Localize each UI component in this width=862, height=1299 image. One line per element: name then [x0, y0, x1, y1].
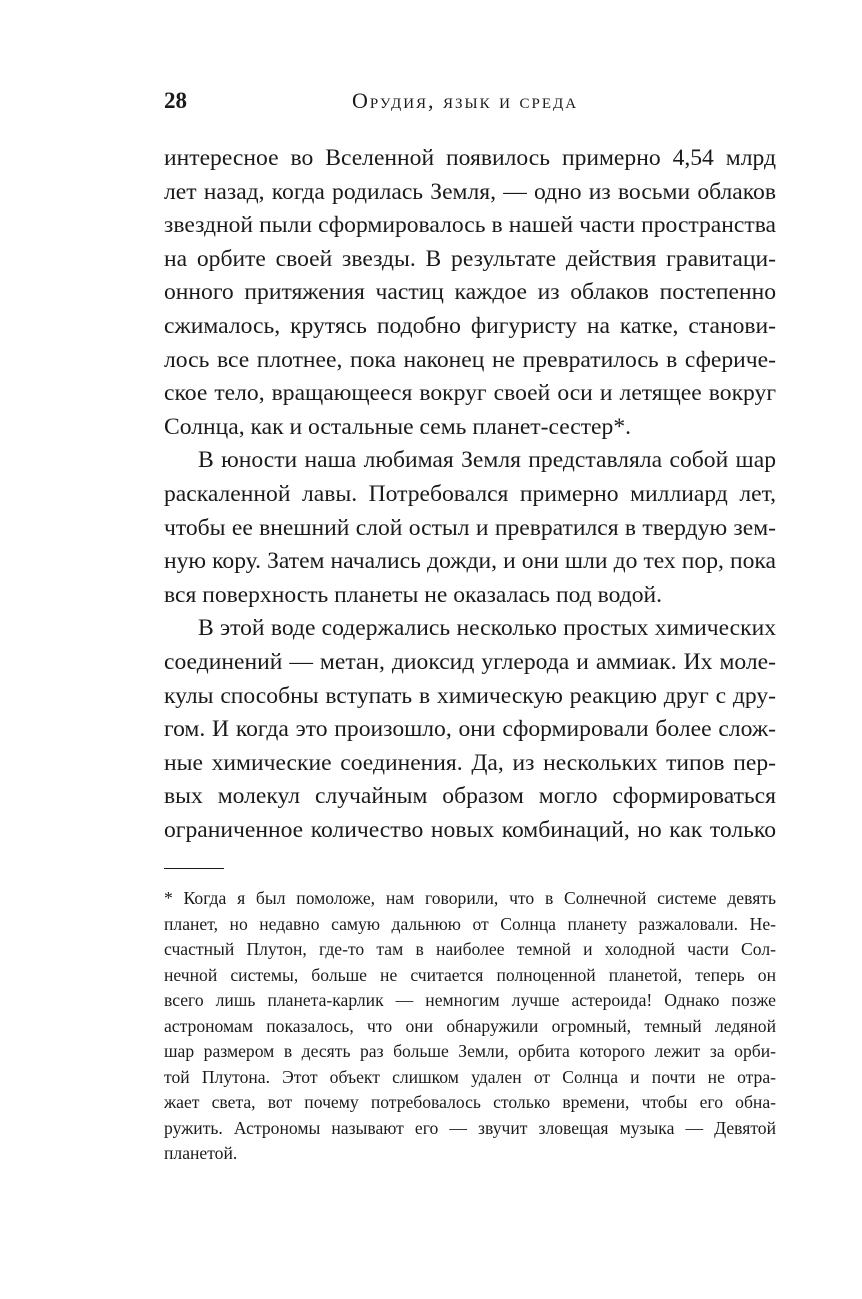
- text-line: вых молекул случайным образом могло сформироваться: [164, 783, 776, 810]
- text-line: ское тело, вращающееся вокруг своей оси и летящее вокруг: [164, 380, 776, 407]
- text-line: онного притяжения частиц каждое из облаков постепенно: [164, 279, 776, 306]
- footnote-line: той Плутона. Этот объект слишком удален от Солнца и почти не отра-: [164, 1066, 776, 1087]
- text-line: соединений — метан, диоксид углерода и аммиак. Их моле-: [164, 648, 776, 675]
- text-line: ную кору. Затем начались дожди, и они шли до тех пор, пока: [164, 548, 776, 575]
- footnote: [164, 886, 776, 1167]
- footnote-line: всего лишь планета-карлик — немногим лучше астероида! Однако позже: [164, 990, 776, 1010]
- text-line: раскаленной лавы. Потребовался примерно миллиард лет,: [164, 480, 776, 507]
- main-text: [164, 142, 776, 847]
- running-title: Орудия, язык и среда: [352, 88, 579, 113]
- text-line: Солнца, как и остальные семь планет-сестер*.: [164, 413, 632, 440]
- footnote-line: счастный Плутон, где-то там в наиболее темной и холодной части Сол-: [164, 939, 776, 959]
- text-line: ные химические соединения. Да, из нескольких типов пер-: [164, 749, 776, 776]
- footnote-line: жает света, вот почему потребовалось столько времени, чтобы его обна-: [164, 1092, 776, 1112]
- text-line: гом. И когда это произошло, они сформировали более слож-: [164, 716, 776, 743]
- paragraph-first-line: В этой воде содержались несколько простых химических: [198, 615, 776, 642]
- page-number: 28: [164, 88, 187, 113]
- text-line: лось все плотнее, пока наконец не превратилось в сфериче-: [164, 346, 776, 373]
- footnote-divider: [164, 868, 224, 869]
- text-line: ограниченное количество новых комбинаций, но как только: [164, 816, 776, 843]
- paragraph-first-line: В юности наша любимая Земля представляла собой шар: [198, 447, 776, 474]
- footnote-line: ружить. Астрономы называют его — звучит зловещая музыка — Девятой: [164, 1117, 776, 1138]
- text-line: на орбите своей звезды. В результате действия гравитаци-: [164, 245, 776, 272]
- text-line: чтобы ее внешний слой остыл и превратился в твердую зем-: [164, 514, 776, 541]
- footnote-line: шар размером в десять раз больше Земли, орбита которого лежит за орби-: [164, 1041, 776, 1061]
- text-line: кулы способны вступать в химическую реакцию друг с дру-: [164, 682, 776, 709]
- footnote-line: астрономам показалось, что они обнаружили огромный, темный ледяной: [164, 1015, 776, 1036]
- text-line: лет назад, когда родилась Земля, — одно из восьми облаков: [164, 178, 776, 205]
- text-line: вся поверхность планеты не оказалась под водой.: [164, 581, 663, 608]
- page-header: [164, 86, 776, 116]
- footnote-line: планетой.: [164, 1143, 238, 1163]
- text-line: звездной пыли сформировалось в нашей части пространства: [164, 212, 776, 239]
- text-line: интересное во Вселенной появилось примерно 4,54 млрд: [164, 145, 776, 171]
- text-line: сжималось, крутясь подобно фигуристу на катке, станови-: [164, 312, 776, 339]
- footnote-line: * Когда я был помоложе, нам говорили, что в Солнечной системе девять: [164, 888, 776, 908]
- footnote-line: нечной системы, больше не считается полноценной планетой, теперь он: [164, 964, 776, 985]
- footnote-line: планет, но недавно самую дальнюю от Солнца планету разжаловали. Не-: [164, 913, 776, 934]
